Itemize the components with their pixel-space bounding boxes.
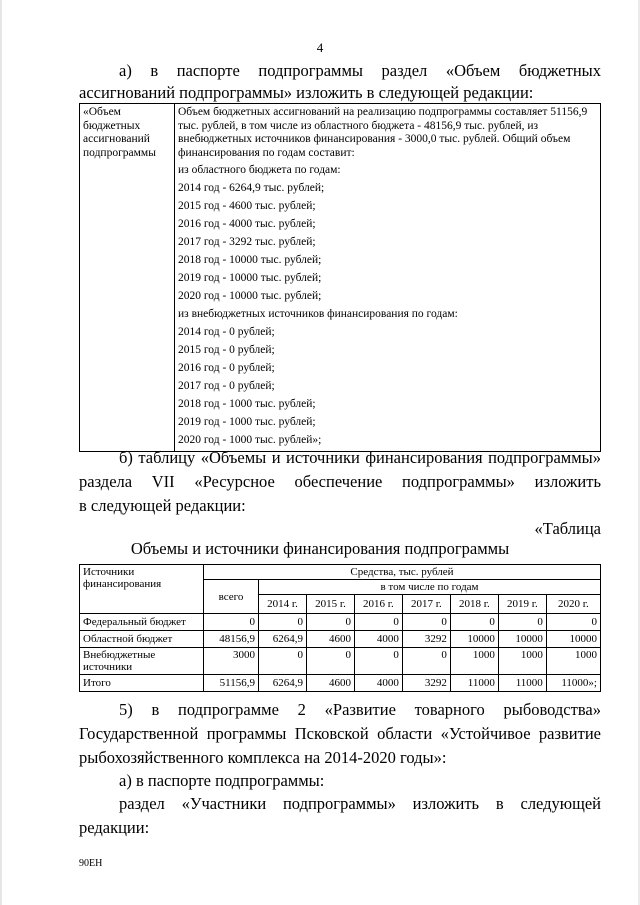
header-total: всего [204, 580, 259, 614]
row-value: 1000 [450, 648, 498, 675]
table-label: «Таблица [534, 519, 601, 538]
row-value: 10000 [450, 631, 498, 648]
table-title: Объемы и источники финансирования подпрограммы [130, 539, 510, 558]
header-year: 2014 г. [259, 595, 307, 614]
row-value: 0 [306, 614, 354, 631]
row-value: 10000 [498, 631, 546, 648]
row-name: Итого [80, 675, 204, 692]
table-row [80, 648, 601, 675]
document-code: 90ЕН [79, 858, 103, 869]
row-value: 10000 [546, 631, 600, 648]
passport-table [79, 103, 601, 452]
row-value: 1000 [546, 648, 600, 675]
para-a-line1: а) в паспорте подпрограммы раздел «Объем бюджетных [119, 61, 601, 80]
passport-intro: Объем бюджетных ассигнований на реализацию подпрограммы составляет 51156,9 тыс. рублей, в том числе из областного бюджета - 48156,9 тыс. рублей, из внебюджетных источников финансирования - 3000,0 тыс. рублей. Общий объем финансирования по годам составит: [178, 106, 588, 159]
row-value: 0 [546, 614, 600, 631]
passport-label: «Объем бюджетных ассигнований подпрограммы [80, 104, 175, 452]
scan-edge-left [0, 0, 2, 905]
header-year: 2015 г. [306, 595, 354, 614]
para-5a: а) в паспорте подпрограммы: [119, 771, 325, 790]
passport-content [175, 104, 601, 452]
header-sources: Источники финансирования [80, 565, 204, 614]
regional-year: 2015 год - 4600 тыс. рублей; [178, 200, 316, 212]
row-value: 0 [402, 648, 450, 675]
row-value: 3292 [402, 675, 450, 692]
row-name: Внебюджетные источники [80, 648, 204, 675]
regional-heading: из областного бюджета по годам: [178, 164, 341, 176]
row-value: 4600 [306, 675, 354, 692]
regional-year: 2016 год - 4000 тыс. рублей; [178, 218, 316, 230]
row-value: 0 [354, 614, 402, 631]
header-year: 2020 г. [546, 595, 600, 614]
row-value: 11000»; [546, 675, 600, 692]
row-name: Федеральный бюджет [80, 614, 204, 631]
row-total: 51156,9 [204, 675, 259, 692]
row-value: 0 [354, 648, 402, 675]
extra-year: 2017 год - 0 рублей; [178, 380, 275, 392]
regional-year: 2020 год - 10000 тыс. рублей; [178, 290, 322, 302]
row-value: 3292 [402, 631, 450, 648]
row-value: 4000 [354, 675, 402, 692]
header-year: 2019 г. [498, 595, 546, 614]
para-b-line1: б) таблицу «Объемы и источники финансирования подпрограммы» [119, 448, 601, 467]
para-b-line3: в следующей редакции: [79, 496, 246, 515]
row-name: Областной бюджет [80, 631, 204, 648]
row-value: 0 [306, 648, 354, 675]
header-funds: Средства, тыс. рублей [204, 565, 601, 580]
para-razdel-line2: редакции: [79, 818, 150, 837]
row-value: 6264,9 [259, 631, 307, 648]
row-value: 0 [498, 614, 546, 631]
row-value: 0 [402, 614, 450, 631]
row-value: 4000 [354, 631, 402, 648]
page-number: 4 [316, 40, 324, 55]
regional-year: 2018 год - 10000 тыс. рублей; [178, 254, 322, 266]
extra-year: 2019 год - 1000 тыс. рублей; [178, 416, 316, 428]
extra-year: 2020 год - 1000 тыс. рублей»; [178, 434, 322, 446]
row-value: 0 [259, 648, 307, 675]
extra-year: 2014 год - 0 рублей; [178, 326, 275, 338]
regional-year: 2019 год - 10000 тыс. рублей; [178, 272, 322, 284]
table-row [80, 675, 601, 692]
para-5-line1: 5) в подпрограмме 2 «Развитие товарного рыбоводства» [119, 700, 601, 719]
extra-year: 2016 год - 0 рублей; [178, 362, 275, 374]
header-year: 2017 г. [402, 595, 450, 614]
extra-year: 2015 год - 0 рублей; [178, 344, 275, 356]
table-row [80, 614, 601, 631]
row-value: 0 [259, 614, 307, 631]
row-value: 4600 [306, 631, 354, 648]
row-total: 48156,9 [204, 631, 259, 648]
row-value: 11000 [450, 675, 498, 692]
row-value: 1000 [498, 648, 546, 675]
row-total: 3000 [204, 648, 259, 675]
header-year: 2016 г. [354, 595, 402, 614]
regional-year: 2017 год - 3292 тыс. рублей; [178, 236, 316, 248]
para-b-line2: раздела VII «Ресурсное обеспечение подпрограммы» изложить [79, 472, 601, 491]
header-including: в том числе по годам [259, 580, 601, 595]
para-razdel-line1: раздел «Участники подпрограммы» изложить в следующей [119, 794, 601, 813]
header-year: 2018 г. [450, 595, 498, 614]
row-total: 0 [204, 614, 259, 631]
row-value: 11000 [498, 675, 546, 692]
regional-year: 2014 год - 6264,9 тыс. рублей; [178, 182, 325, 194]
extra-year: 2018 год - 1000 тыс. рублей; [178, 398, 316, 410]
para-5-line3: рыбохозяйственного комплекса на 2014-2020 годы»: [79, 748, 447, 767]
extra-heading: из внебюджетных источников финансирования по годам: [178, 308, 458, 320]
para-5-line2: Государственной программы Псковской области «Устойчивое развитие [79, 724, 601, 743]
row-value: 0 [450, 614, 498, 631]
row-value: 6264,9 [259, 675, 307, 692]
table-row [80, 631, 601, 648]
para-a-line2: ассигнований подпрограммы» изложить в следующей редакции: [79, 83, 534, 102]
financing-table [79, 564, 601, 692]
